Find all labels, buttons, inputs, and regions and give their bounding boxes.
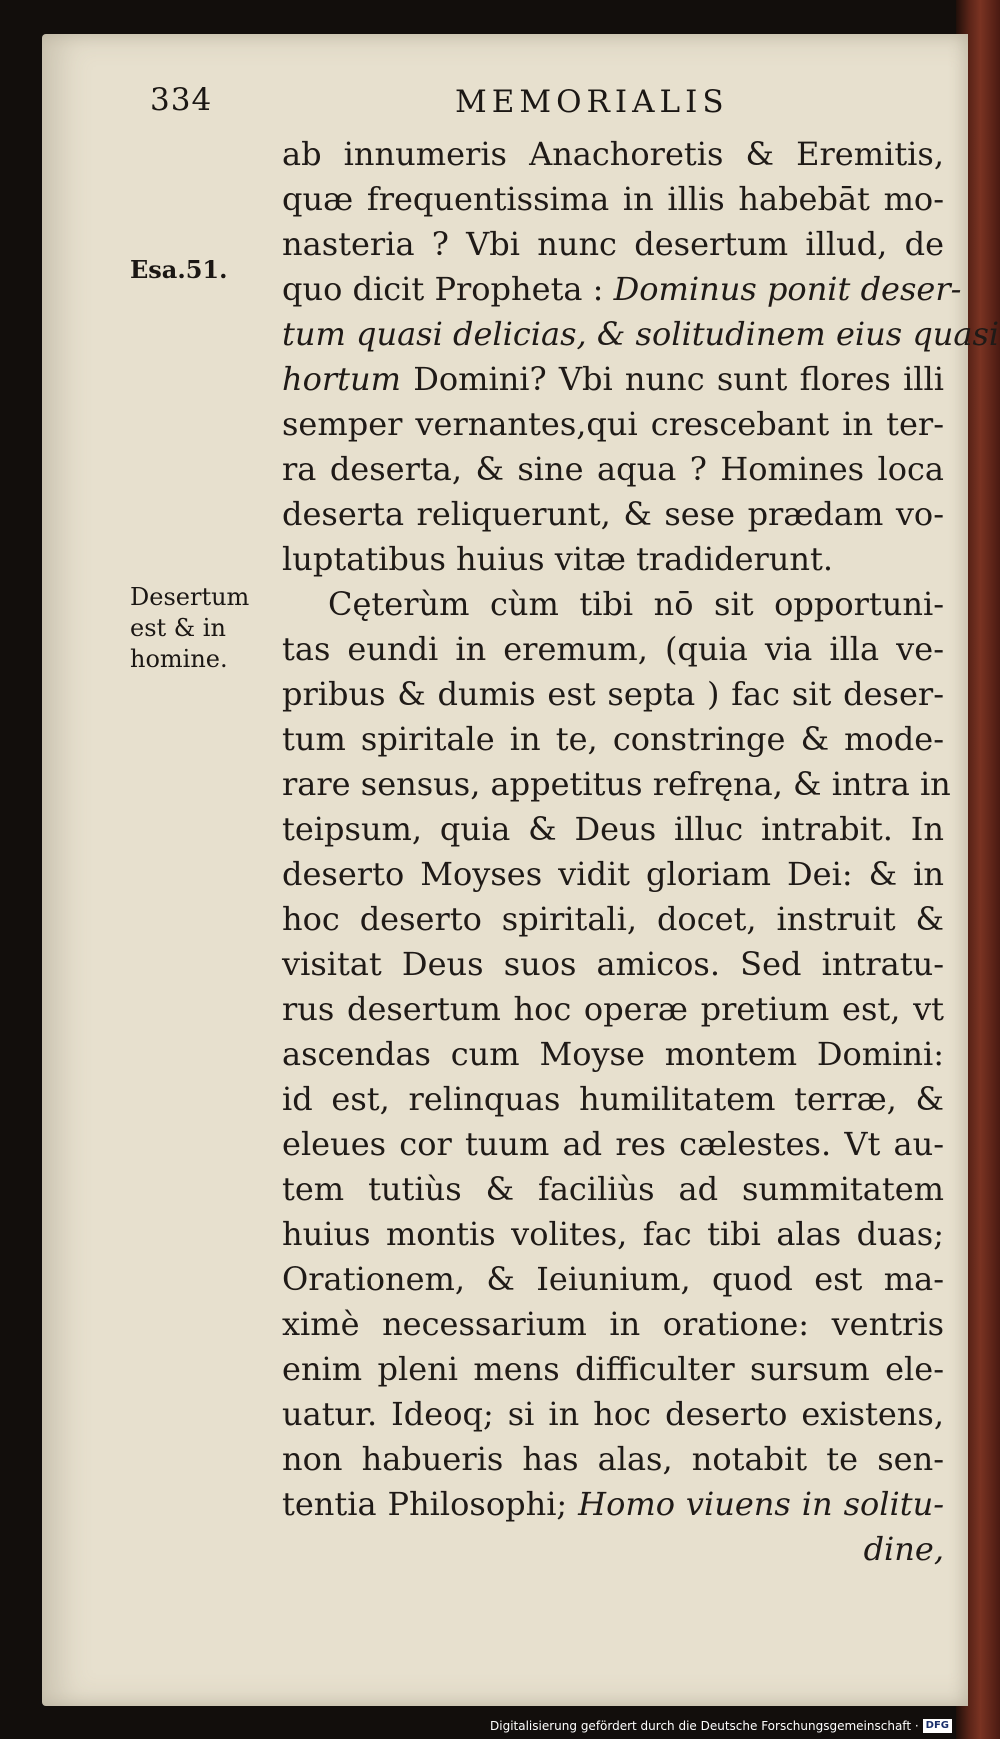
text-line: deserta reliquerunt, & sese prædam vo-	[282, 495, 944, 533]
text-line: enim pleni mens difficulter sursum ele-	[282, 1350, 944, 1388]
text-line: rus desertum hoc operæ pretium est, vt	[282, 990, 944, 1028]
italic-quotation: hortum	[282, 360, 401, 398]
text-line: rare sensus, appetitus refręna, & intra in	[282, 765, 951, 803]
text-line: tum spiritale in te, constringe & mode-	[282, 720, 944, 758]
margin-note-desertum: Desertum est & in homine.	[130, 583, 250, 673]
text-line: ximè necessarium in oratione: ventris	[282, 1305, 944, 1343]
text-line: hoc deserto spiritali, docet, instruit &	[282, 900, 944, 938]
text-line	[282, 312, 1000, 357]
text-line: non habueris has alas, notabit te sen-	[282, 1440, 944, 1478]
text-line: Orationem, & Ieiunium, quod est ma-	[282, 1260, 944, 1298]
text-line: quæ frequentissima in illis habebāt mo-	[282, 180, 944, 218]
text-span: quo dicit Propheta :	[282, 270, 614, 308]
text-line: huius montis volites, fac tibi alas duas;	[282, 1215, 944, 1253]
text-line: semper vernantes,qui crescebant in ter-	[282, 405, 944, 443]
text-line	[282, 267, 962, 312]
page-number: 334	[150, 82, 213, 118]
text-line: tem tutiùs & faciliùs ad summitatem	[282, 1170, 944, 1208]
text-line: deserto Moyses vidit gloriam Dei: & in	[282, 855, 944, 893]
running-title: MEMORIALIS	[455, 84, 729, 120]
text-line: ra deserta, & sine aqua ? Homines loca	[282, 450, 944, 488]
text-span: tentia Philosophi;	[282, 1485, 579, 1523]
text-line: uatur. Ideoq; si in hoc deserto existens,	[282, 1395, 944, 1433]
text-line: tas eundi in eremum, (quia via illa ve-	[282, 630, 944, 668]
text-line: ascendas cum Moyse montem Domini:	[282, 1035, 944, 1073]
text-line: id est, relinquas humilitatem terræ, &	[282, 1080, 944, 1118]
dfg-logo-icon: DFG	[923, 1719, 952, 1733]
text-line: visitat Deus suos amicos. Sed intratu-	[282, 945, 944, 983]
text-line	[282, 357, 944, 402]
text-span: Domini? Vbi nunc sunt flores illi	[400, 360, 944, 398]
italic-quotation: tum quasi delicias, & solitudinem eius quasi	[282, 315, 1000, 353]
text-line: ab innumeris Anachoretis & Eremitis,	[282, 135, 944, 173]
text-line: Cęterùm cùm tibi nō sit opportuni-	[328, 585, 944, 623]
text-line: eleues cor tuum ad res cælestes. Vt au-	[282, 1125, 944, 1163]
credit-text: Digitalisierung gefördert durch die Deutsche Forschungsgemeinschaft ·	[490, 1719, 919, 1733]
italic-quotation: Dominus ponit deser-	[613, 270, 962, 308]
text-line: pribus & dumis est septa ) fac sit deser-	[282, 675, 944, 713]
italic-quotation: Homo viuens in solitu-	[578, 1485, 945, 1523]
digitization-credit	[490, 1719, 952, 1733]
text-line	[282, 1482, 944, 1527]
text-line: teipsum, quia & Deus illuc intrabit. In	[282, 810, 944, 848]
catchword: dine,	[863, 1530, 944, 1568]
margin-note-scripture-reference: Esa.51.	[130, 255, 228, 284]
text-line: nasteria ? Vbi nunc desertum illud, de	[282, 225, 944, 263]
body-text	[282, 132, 1000, 1572]
text-line: luptatibus huius vitæ tradiderunt.	[282, 540, 834, 578]
